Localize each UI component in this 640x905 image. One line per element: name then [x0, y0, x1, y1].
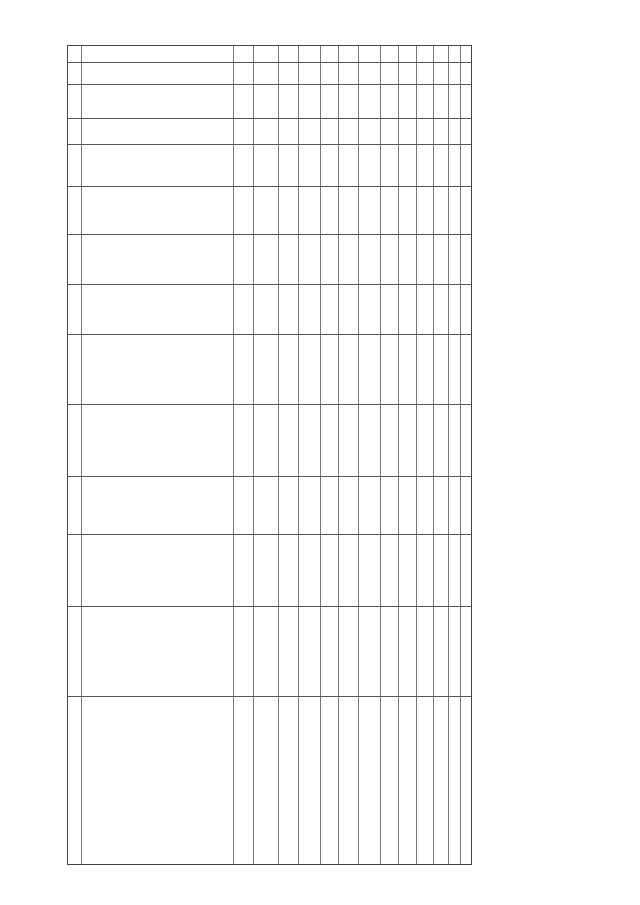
table-row-rule	[68, 606, 471, 607]
table-column-rule	[398, 46, 399, 864]
table-column-rule	[253, 46, 254, 864]
table-row-rule	[68, 84, 471, 85]
table-column-rule	[448, 46, 449, 864]
table-row-rule	[68, 534, 471, 535]
table-row-rule	[68, 234, 471, 235]
table-column-rule	[380, 46, 381, 864]
table-row-rule	[68, 62, 471, 63]
table-row-rule	[68, 284, 471, 285]
table-row-rule	[68, 696, 471, 697]
table-column-rule	[460, 46, 461, 864]
table-row-rule	[68, 476, 471, 477]
table-column-rule	[298, 46, 299, 864]
table-row-rule	[68, 118, 471, 119]
table-column-rule	[320, 46, 321, 864]
table-row-rule	[68, 334, 471, 335]
table-row-rule	[68, 404, 471, 405]
table-column-rule	[416, 46, 417, 864]
table-row-rule	[68, 144, 471, 145]
table-column-rule	[433, 46, 434, 864]
table-row-rule	[68, 186, 471, 187]
budget-table	[67, 45, 472, 865]
table-column-rule	[358, 46, 359, 864]
table-column-rule	[338, 46, 339, 864]
table-column-rule	[81, 46, 82, 864]
table-column-rule	[278, 46, 279, 864]
table-column-rule	[233, 46, 234, 864]
